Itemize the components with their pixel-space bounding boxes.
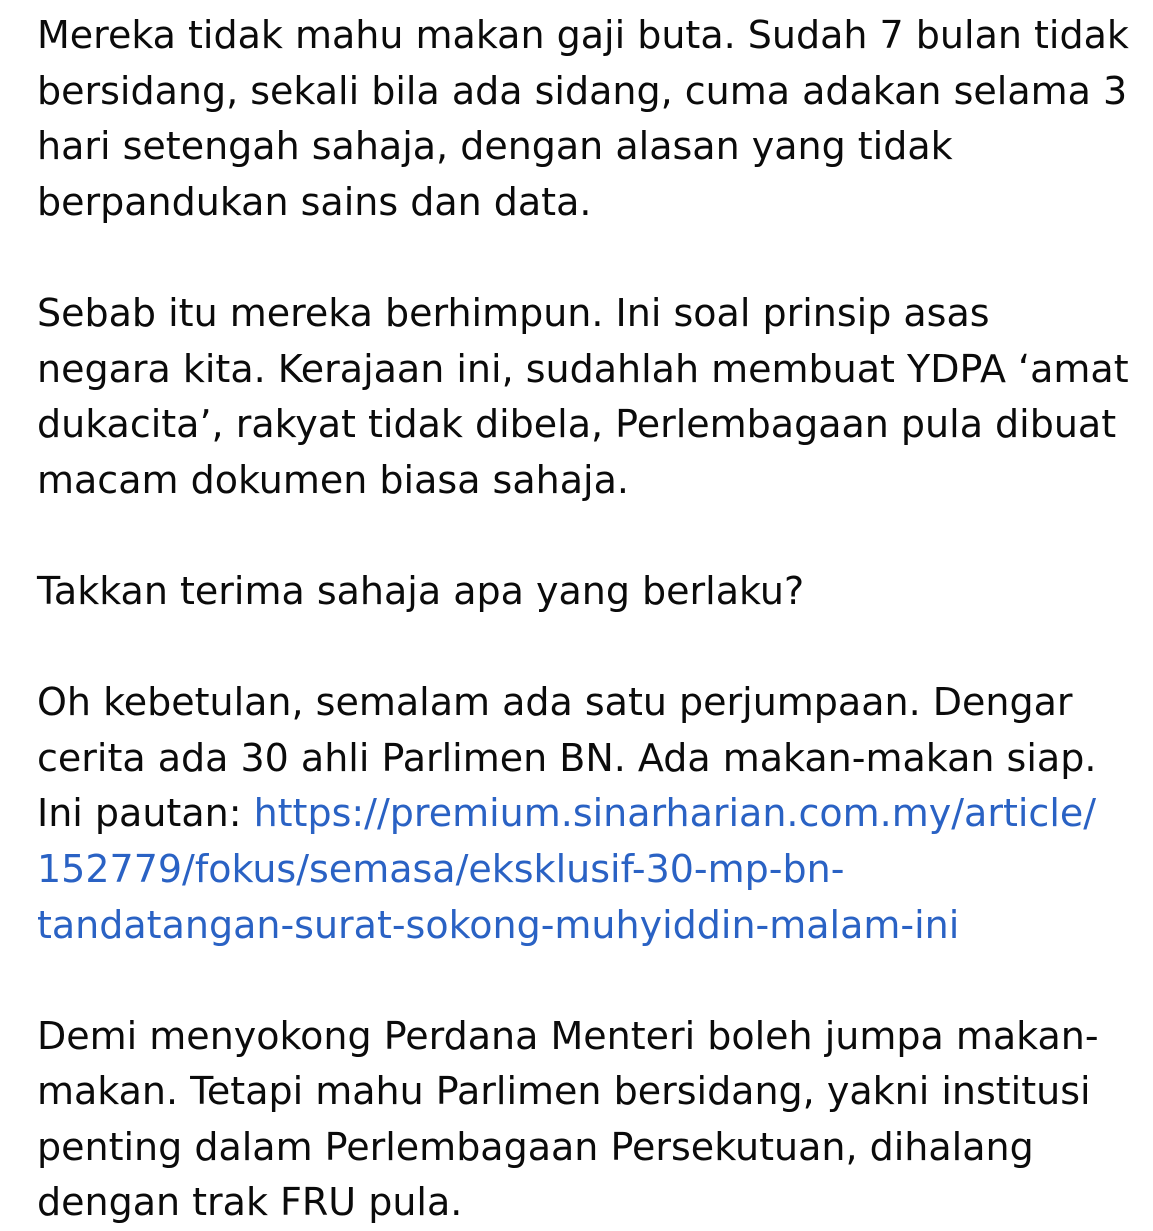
paragraph-1 <box>37 8 1127 230</box>
link-line <box>37 898 1127 954</box>
text-line: dukacita’, rakyat tidak dibela, Perlembagaan pula dibuat <box>37 402 1117 447</box>
text-line: Sebab itu mereka berhimpun. Ini soal prinsip asas <box>37 290 990 335</box>
article-link[interactable]: https://premium.sinarharian.com.my/article/ <box>253 791 1097 836</box>
link-line <box>37 786 1127 842</box>
text-line: Oh kebetulan, semalam ada satu perjumpaan. Dengar <box>37 680 1073 725</box>
paragraph-2 <box>37 286 1127 508</box>
text-line: dengan trak FRU pula. <box>37 1180 463 1225</box>
text-line: berpandukan sains dan data. <box>37 179 592 224</box>
text-line: negara kita. Kerajaan ini, sudahlah membuat YDPA ‘amat <box>37 346 1129 391</box>
text-line: Takkan terima sahaja apa yang berlaku? <box>37 568 805 613</box>
link-prefix-text: Ini pautan: <box>37 791 254 836</box>
text-line: Mereka tidak mahu makan gaji buta. Sudah 7 bulan tidak <box>37 13 1129 57</box>
article-link[interactable]: 152779/fokus/semasa/eksklusif-30-mp-bn- <box>37 846 845 891</box>
text-line: penting dalam Perlembagaan Persekutuan, dihalang <box>37 1124 1034 1169</box>
text-line: bersidang, sekali bila ada sidang, cuma adakan selama 3 <box>37 68 1128 113</box>
article-link[interactable]: tandatangan-surat-sokong-muhyiddin-malam-ini <box>37 902 960 947</box>
post-body <box>37 8 1127 1231</box>
text-line: cerita ada 30 ahli Parlimen BN. Ada makan-makan siap. <box>37 735 1097 780</box>
text-line: Demi menyokong Perdana Menteri boleh jumpa makan- <box>37 1013 1099 1058</box>
text-line: makan. Tetapi mahu Parlimen bersidang, yakni institusi <box>37 1069 1091 1114</box>
text-line: hari setengah sahaja, dengan alasan yang tidak <box>37 124 953 169</box>
paragraph-3 <box>37 564 1127 620</box>
paragraph-4 <box>37 675 1127 953</box>
link-line <box>37 842 1127 898</box>
text-line: macam dokumen biasa sahaja. <box>37 457 629 502</box>
paragraph-5 <box>37 1009 1127 1231</box>
